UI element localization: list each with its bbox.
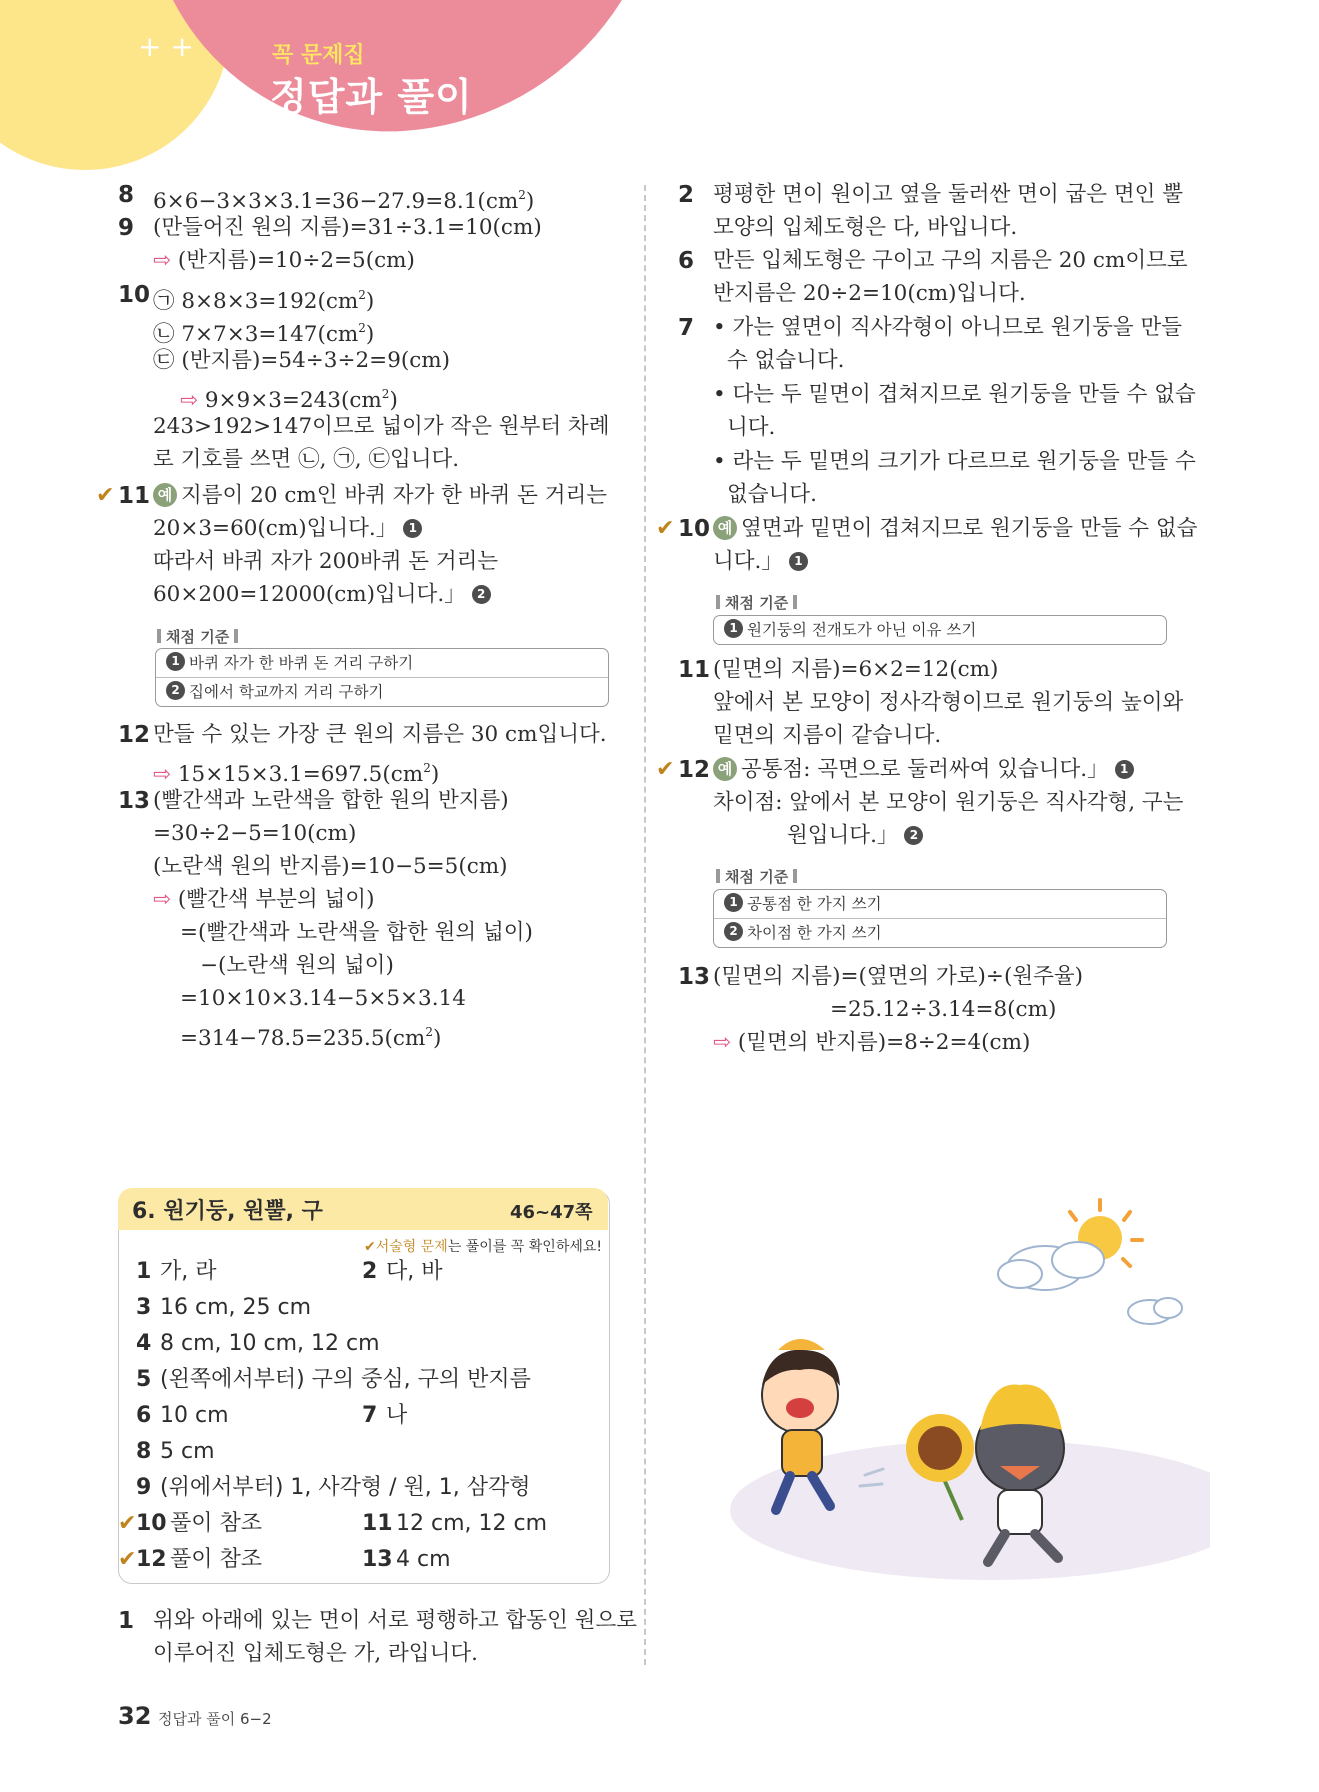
q11-line4: 60×200=12000(cm)입니다.」 2 bbox=[153, 580, 491, 610]
q13-line1: (빨간색과 노란색을 합한 원의 반지름) bbox=[153, 788, 509, 813]
q13-line3: (노란색 원의 반지름)=10−5=5(cm) bbox=[153, 854, 508, 879]
r-q7-line6: 없습니다. bbox=[727, 482, 817, 507]
scoring-criteria-heading: 채점 기준 bbox=[716, 866, 797, 887]
scoring-criteria-box bbox=[713, 889, 1167, 948]
q8-solution: $6\times 6-3\times 3\times 3.1=36-27.9=8.1(cm^2)$ bbox=[153, 188, 535, 214]
answer-value: 나 bbox=[386, 1403, 408, 1428]
q11-line1: 예 지름이 20 cm인 바퀴 자가 한 바퀴 돈 거리는 bbox=[153, 481, 607, 511]
q12-line1: 만들 수 있는 가장 큰 원의 지름은 30 cm입니다. bbox=[153, 722, 607, 747]
question-number: 10 bbox=[678, 516, 711, 542]
example-icon: 예 bbox=[713, 757, 737, 781]
step-badge: 2 bbox=[472, 585, 491, 604]
arrow-icon: ⇨ bbox=[180, 388, 199, 413]
answer-number: 3 bbox=[136, 1295, 152, 1320]
answer-number: 10 bbox=[136, 1511, 167, 1536]
check-icon: ✔ bbox=[656, 757, 675, 782]
answer-value: 10 cm bbox=[160, 1403, 229, 1428]
question-number: 7 bbox=[678, 315, 695, 341]
q11-line3: 따라서 바퀴 자가 200바퀴 돈 거리는 bbox=[153, 549, 499, 574]
answer-number: 6 bbox=[136, 1403, 152, 1428]
check-icon: ✔ bbox=[118, 1511, 137, 1536]
question-number: 11 bbox=[118, 483, 151, 509]
example-icon: 예 bbox=[153, 483, 177, 507]
question-number: 10 bbox=[118, 282, 151, 308]
arrow-icon: ⇨ bbox=[713, 1030, 732, 1055]
r-q12-line3: 원입니다.」 2 bbox=[787, 821, 923, 851]
sparkle-icon: + + bbox=[138, 30, 194, 63]
answer-value: 풀이 참조 bbox=[170, 1511, 263, 1536]
cloud-icon bbox=[1128, 1298, 1182, 1324]
r-q6-line1: 만든 입체도형은 구이고 구의 지름은 20 cm이므로 bbox=[713, 248, 1188, 273]
answer-number: 9 bbox=[136, 1475, 152, 1500]
answer-value: 풀이 참조 bbox=[170, 1547, 263, 1572]
header-title: 정답과 풀이 bbox=[270, 75, 473, 119]
question-number: 13 bbox=[118, 788, 151, 814]
q13-line6: −(노란색 원의 넓이) bbox=[200, 953, 394, 978]
answer-number: 1 bbox=[136, 1259, 152, 1284]
r-q13-line2: =25.12÷3.14=8(cm) bbox=[830, 997, 1057, 1022]
cartoon-illustration bbox=[690, 1180, 1210, 1660]
r-q7-line4: 니다. bbox=[727, 415, 776, 440]
unit-title: 6. 원기둥, 원뿔, 구 bbox=[132, 1199, 323, 1224]
r-q13-line3: ⇨ (밑면의 반지름)=8÷2=4(cm) bbox=[713, 1030, 1031, 1055]
answer-value: 4 cm bbox=[396, 1547, 451, 1572]
r-q10-line1: 예 옆면과 밑면이 겹쳐지므로 원기둥을 만들 수 없습 bbox=[713, 514, 1197, 544]
question-number: 11 bbox=[678, 657, 711, 683]
answer-value: 8 cm, 10 cm, 12 cm bbox=[160, 1331, 380, 1356]
criteria-row: 2 집에서 학교까지 거리 구하기 bbox=[156, 677, 608, 706]
answer-number: 2 bbox=[362, 1259, 378, 1284]
criteria-row: 1 공통점 한 가지 쓰기 bbox=[714, 890, 1166, 918]
q9-line2: ⇨ (반지름)=10÷2=5(cm) bbox=[153, 248, 415, 273]
step-badge: 1 bbox=[403, 519, 422, 538]
arrow-icon: ⇨ bbox=[153, 887, 172, 912]
step-badge: 2 bbox=[904, 826, 923, 845]
answer-number: 4 bbox=[136, 1331, 152, 1356]
q11-line2: 20×3=60(cm)입니다.」 1 bbox=[153, 514, 422, 544]
step-badge: 1 bbox=[789, 552, 808, 571]
answer-number: 13 bbox=[362, 1547, 393, 1572]
r-q7-line3: • 다는 두 밑면이 겹쳐지므로 원기둥을 만들 수 없습 bbox=[713, 382, 1196, 407]
q13-line2: =30÷2−5=10(cm) bbox=[153, 821, 357, 846]
r-q11-line1: (밑면의 지름)=6×2=12(cm) bbox=[713, 657, 999, 682]
answer-number: 8 bbox=[136, 1439, 152, 1464]
r-q6-line2: 반지름은 20÷2=10(cm)입니다. bbox=[713, 281, 1026, 306]
criteria-row: 2 차이점 한 가지 쓰기 bbox=[714, 918, 1166, 947]
answer-number: 7 bbox=[362, 1403, 378, 1428]
r-q12-line1: 예 공통점: 곡면으로 둘러싸여 있습니다.」 1 bbox=[713, 755, 1134, 785]
answer-value: (왼쪽에서부터) 구의 중심, 구의 반지름 bbox=[160, 1367, 531, 1392]
q13-line5: =(빨간색과 노란색을 합한 원의 넓이) bbox=[180, 920, 533, 945]
q10-line-e: 243>192>147이므로 넓이가 작은 원부터 차례 bbox=[153, 414, 610, 439]
question-number: 8 bbox=[118, 182, 135, 208]
scoring-criteria-heading: 채점 기준 bbox=[716, 592, 797, 613]
check-icon: ✔ bbox=[96, 483, 115, 508]
q12-line2: ⇨ $15\times 15\times 3.1=697.5(cm^2)$ bbox=[153, 761, 440, 787]
r-q11-line2: 앞에서 본 모양이 정사각형이므로 원기둥의 높이와 bbox=[713, 690, 1184, 715]
q10-line-f: 로 기호를 쓰면 ㉡, ㉠, ㉢입니다. bbox=[153, 447, 460, 472]
answer-value: 12 cm, 12 cm bbox=[396, 1511, 548, 1536]
q13-line8: $=314-78.5=235.5(cm^2)$ bbox=[180, 1025, 442, 1051]
r-q7-line2: 수 없습니다. bbox=[727, 348, 845, 373]
r-q7-line5: • 라는 두 밑면의 크기가 다르므로 원기둥을 만들 수 bbox=[713, 449, 1196, 474]
question-number: 1 bbox=[118, 1608, 135, 1634]
header-subtitle: 꼭 문제집 bbox=[272, 43, 365, 68]
answer-value: 16 cm, 25 cm bbox=[160, 1295, 312, 1320]
scoring-criteria-box bbox=[713, 615, 1167, 645]
answer-number: 12 bbox=[136, 1547, 167, 1572]
criteria-row: 1 원기둥의 전개도가 아닌 이유 쓰기 bbox=[714, 616, 1166, 644]
answer-number: 11 bbox=[362, 1511, 393, 1536]
question-number: 2 bbox=[678, 182, 695, 208]
criteria-row: 1 바퀴 자가 한 바퀴 돈 거리 구하기 bbox=[156, 649, 608, 677]
question-number: 6 bbox=[678, 248, 695, 274]
page-number: 32 bbox=[118, 1702, 152, 1730]
q9-line1: (만들어진 원의 지름)=31÷3.1=10(cm) bbox=[153, 215, 542, 240]
answer-value: 다, 바 bbox=[386, 1259, 443, 1284]
answer-value: (위에서부터) 1, 사각형 / 원, 1, 삼각형 bbox=[160, 1475, 531, 1500]
q13-line4: ⇨ (빨간색 부분의 넓이) bbox=[153, 887, 375, 912]
q13-line7: =10×10×3.14−5×5×3.14 bbox=[180, 986, 466, 1011]
r-q7-line1: • 가는 옆면이 직사각형이 아니므로 원기둥을 만들 bbox=[713, 315, 1183, 340]
r-q2-line1: 평평한 면이 원이고 옆을 둘러싼 면이 굽은 면인 뿔 bbox=[713, 182, 1184, 207]
q10-line-d: ⇨ $9\times 9\times 3=243(cm^2)$ bbox=[180, 387, 398, 413]
scoring-criteria-heading: 채점 기준 bbox=[157, 626, 238, 647]
step-badge: 1 bbox=[1115, 760, 1134, 779]
q1-line2: 이루어진 입체도형은 가, 라입니다. bbox=[153, 1641, 478, 1666]
answer-number: 5 bbox=[136, 1367, 152, 1392]
q10-line-c: ㉢ (반지름)=54÷3÷2=9(cm) bbox=[153, 348, 451, 373]
column-divider bbox=[644, 185, 646, 1665]
example-icon: 예 bbox=[713, 516, 737, 540]
r-q2-line2: 모양의 입체도형은 다, 바입니다. bbox=[713, 215, 1018, 240]
arrow-icon: ⇨ bbox=[153, 248, 172, 273]
r-q13-line1: (밑면의 지름)=(옆면의 가로)÷(원주율) bbox=[713, 964, 1084, 989]
answer-value: 가, 라 bbox=[160, 1259, 217, 1284]
q10-line-b: ㉡ $7\times 7\times 3=147(cm^2)$ bbox=[153, 321, 375, 347]
question-number: 13 bbox=[678, 964, 711, 990]
check-icon: ✔ bbox=[364, 1239, 376, 1255]
r-q11-line3: 밑면의 지름이 같습니다. bbox=[713, 723, 942, 748]
arrow-icon: ⇨ bbox=[153, 762, 172, 787]
page-range: 46~47쪽 bbox=[510, 1202, 593, 1223]
footer-text: 정답과 풀이 6−2 bbox=[158, 1710, 272, 1728]
check-icon: ✔ bbox=[656, 516, 675, 541]
scoring-criteria-box bbox=[155, 648, 609, 707]
q1-line1: 위와 아래에 있는 면이 서로 평행하고 합동인 원으로 bbox=[153, 1608, 637, 1633]
cloud-icon bbox=[998, 1242, 1104, 1290]
descriptive-note: ✔서술형 문제는 풀이를 꼭 확인하세요! bbox=[364, 1239, 603, 1255]
question-number: 12 bbox=[678, 757, 711, 783]
r-q10-line2: 니다.」 1 bbox=[713, 547, 808, 577]
answer-value: 5 cm bbox=[160, 1439, 215, 1464]
question-number: 9 bbox=[118, 215, 135, 241]
check-icon: ✔ bbox=[118, 1547, 137, 1572]
question-number: 12 bbox=[118, 722, 151, 748]
q10-line-a: ㉠ $8\times 8\times 3=192(cm^2)$ bbox=[153, 288, 375, 314]
r-q12-line2: 차이점: 앞에서 본 모양이 원기둥은 직사각형, 구는 bbox=[713, 790, 1184, 815]
